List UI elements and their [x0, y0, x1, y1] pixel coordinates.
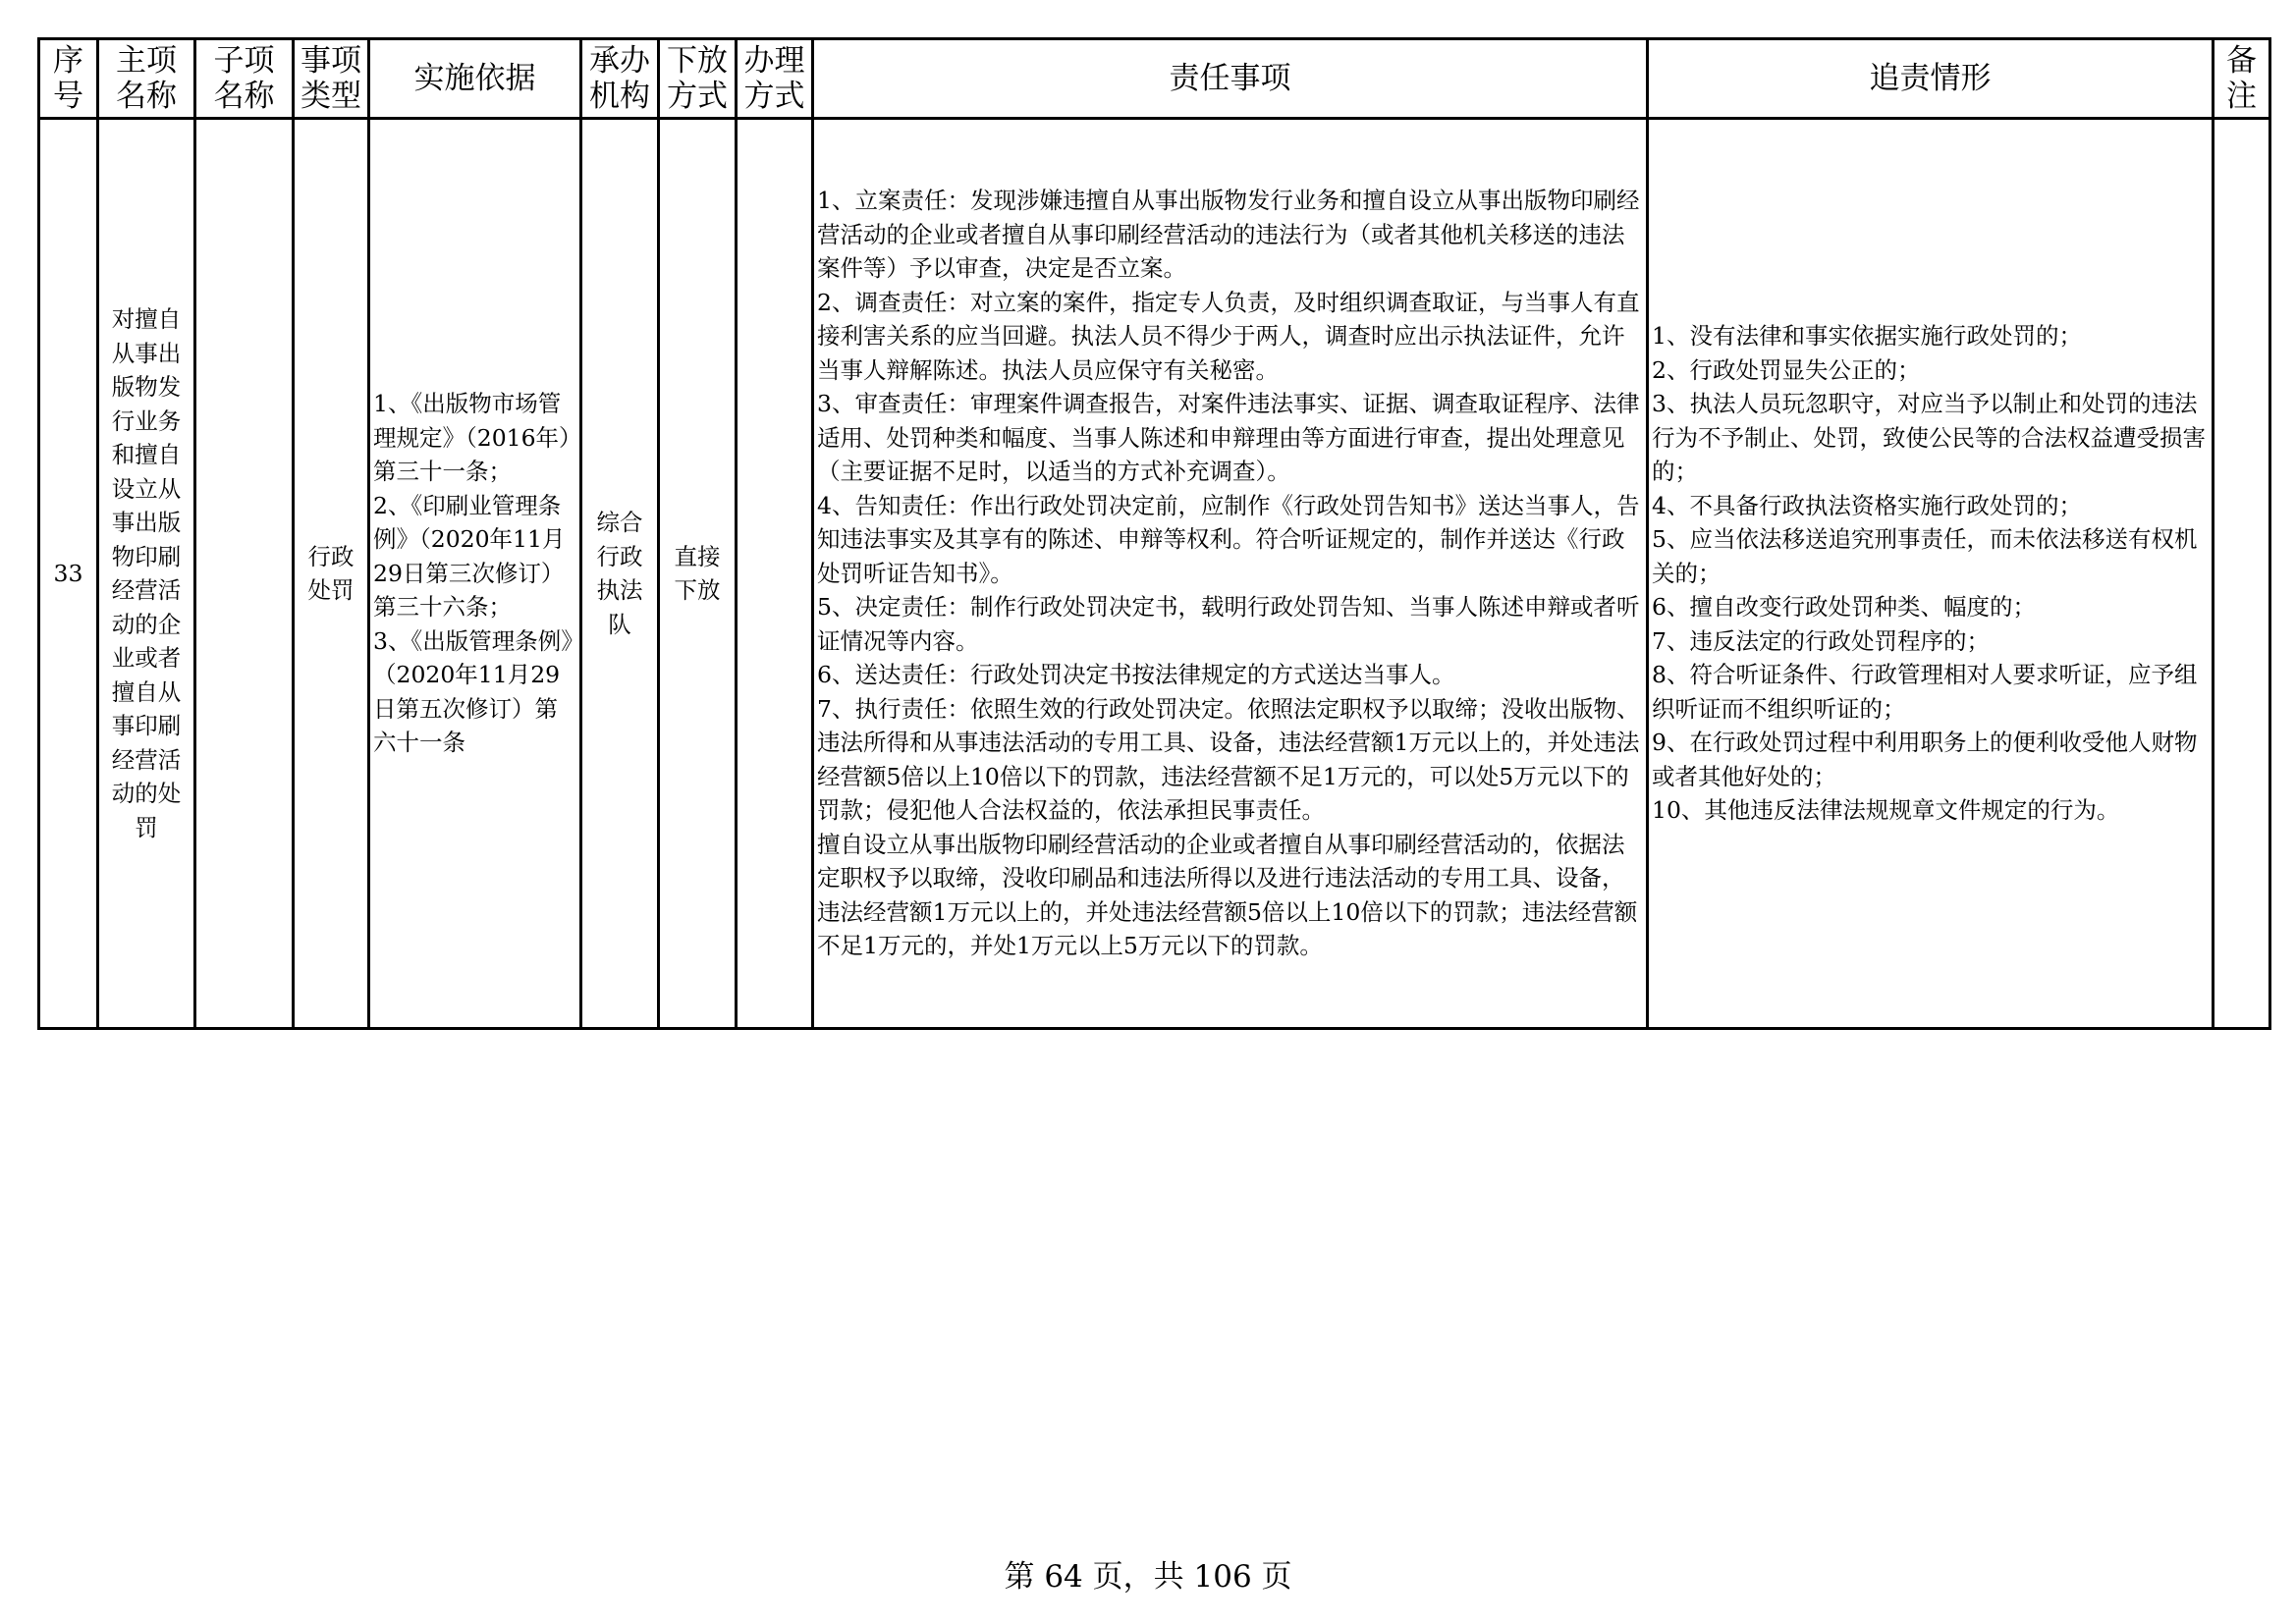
page-number: 第 64 页，共 106 页 — [1004, 1559, 1292, 1595]
list-item: 10、其他违反法律法规规章文件规定的行为。 — [1652, 796, 2120, 825]
header-accountability: 追责情形 — [1648, 39, 2214, 119]
table-header-row — [39, 39, 2270, 119]
cell-basis: 1、《出版物市场管理规定》（2016年）第三十一条； 2、《印刷业管理条例》（2020年11月29日第三次修订）第三十六条； 3、《出版管理条例》（2020年11月29日第五次修订）第六十一条 — [369, 119, 581, 1029]
header-agency: 承办 机构 — [581, 39, 659, 119]
header-main-item: 主项 名称 — [98, 39, 195, 119]
list-item: 2、调查责任：对立案的案件，指定专人负责，及时组织调查取证，与当事人有直接利害关系的应当回避。执法人员不得少于两人，调查时应出示执法证件，允许当事人辩解陈述。执法人员应保守有关秘密。 — [817, 288, 1640, 384]
cell-main-item: 对擅自从事出版物发行业务和擅自设立从事出版物印刷经营活动的企业或者擅自从事印刷经营活动的处罚 — [98, 119, 195, 1029]
cell-accountability — [1648, 119, 2214, 1029]
header-seq: 序 号 — [39, 39, 98, 119]
header-remarks: 备 注 — [2214, 39, 2270, 119]
list-item: 4、告知责任：作出行政处罚决定前，应制作《行政处罚告知书》送达当事人，告知违法事实及其享有的陈述、申辩等权利。符合听证规定的，制作并送达《行政处罚听证告知书》。 — [817, 491, 1640, 587]
cell-remarks — [2214, 119, 2270, 1029]
accountability-list — [1649, 319, 2212, 828]
cell-responsibilities — [813, 119, 1648, 1029]
list-item: 9、在行政处罚过程中利用职务上的便利收受他人财物或者其他好处的； — [1652, 729, 2198, 790]
list-item: 1、立案责任：发现涉嫌违擅自从事出版物发行业务和擅自设立从事出版物印刷经营活动的企业或者擅自从事印刷经营活动的违法行为（或者其他机关移送的违法案件等）予以审查，决定是否立案。 — [817, 187, 1640, 283]
responsibility-table — [37, 37, 2271, 1030]
list-item: 7、执行责任：依照生效的行政处罚决定。依照法定职权予以取缔；没收出版物、违法所得和从事违法活动的专用工具、设备，违法经营额1万元以上的，并处违法经营额5倍以上10倍以下的罚款，违法经营额不足1万元的，可以处5万元以下的罚款；侵犯他人合法权益的，依法承担民事责任。 — [817, 694, 1640, 825]
cell-seq: 33 — [39, 119, 98, 1029]
list-item: 3、审查责任：审理案件调查报告，对案件违法事实、证据、调查取证程序、法律适用、处罚种类和幅度、当事人陈述和申辩理由等方面进行审查，提出处理意见（主要证据不足时，以适当的方式补充调查）。 — [817, 390, 1640, 486]
list-item: 1、没有法律和事实依据实施行政处罚的； — [1652, 322, 2082, 351]
header-sub-item: 子项 名称 — [195, 39, 294, 119]
list-item: 6、擅自改变行政处罚种类、幅度的； — [1652, 593, 2036, 622]
cell-delegation: 直接下放 — [659, 119, 737, 1029]
list-item: 4、不具备行政执法资格实施行政处罚的； — [1652, 491, 2082, 519]
cell-agency: 综合行政执法队 — [581, 119, 659, 1029]
cell-handling — [737, 119, 813, 1029]
list-item: 8、符合听证条件、行政管理相对人要求听证，应予组织听证而不组织听证的； — [1652, 661, 2198, 723]
list-item: 擅自设立从事出版物印刷经营活动的企业或者擅自从事印刷经营活动的，依据法定职权予以取缔，没收印刷品和违法所得以及进行违法活动的专用工具、设备，违法经营额1万元以上的，并处违法经营额5倍以上10倍以下的罚款；违法经营额不足1万元的，并处1万元以上5万元以下的罚款。 — [817, 830, 1638, 960]
list-item: 2、行政处罚显失公正的； — [1652, 355, 1921, 384]
header-delegation: 下放 方式 — [659, 39, 737, 119]
list-item: 6、送达责任：行政处罚决定书按法律规定的方式送达当事人。 — [817, 661, 1455, 689]
list-item: 5、应当依法移送追究刑事责任，而未依法移送有权机关的； — [1652, 525, 2198, 587]
list-item: 7、违反法定的行政处罚程序的； — [1652, 626, 1990, 655]
table-row — [39, 119, 2270, 1029]
header-handling: 办理 方式 — [737, 39, 813, 119]
cell-sub-item — [195, 119, 294, 1029]
header-basis: 实施依据 — [369, 39, 581, 119]
header-item-type: 事项 类型 — [294, 39, 369, 119]
cell-item-type: 行政处罚 — [294, 119, 369, 1029]
list-item: 5、决定责任：制作行政处罚决定书，载明行政处罚告知、当事人陈述申辩或者听证情况等内容。 — [817, 593, 1640, 655]
responsibility-list — [814, 184, 1646, 963]
list-item: 3、执法人员玩忽职守，对应当予以制止和处罚的违法行为不予制止、处罚，致使公民等的合法权益遭受损害的； — [1652, 390, 2206, 486]
header-responsibilities: 责任事项 — [813, 39, 1648, 119]
